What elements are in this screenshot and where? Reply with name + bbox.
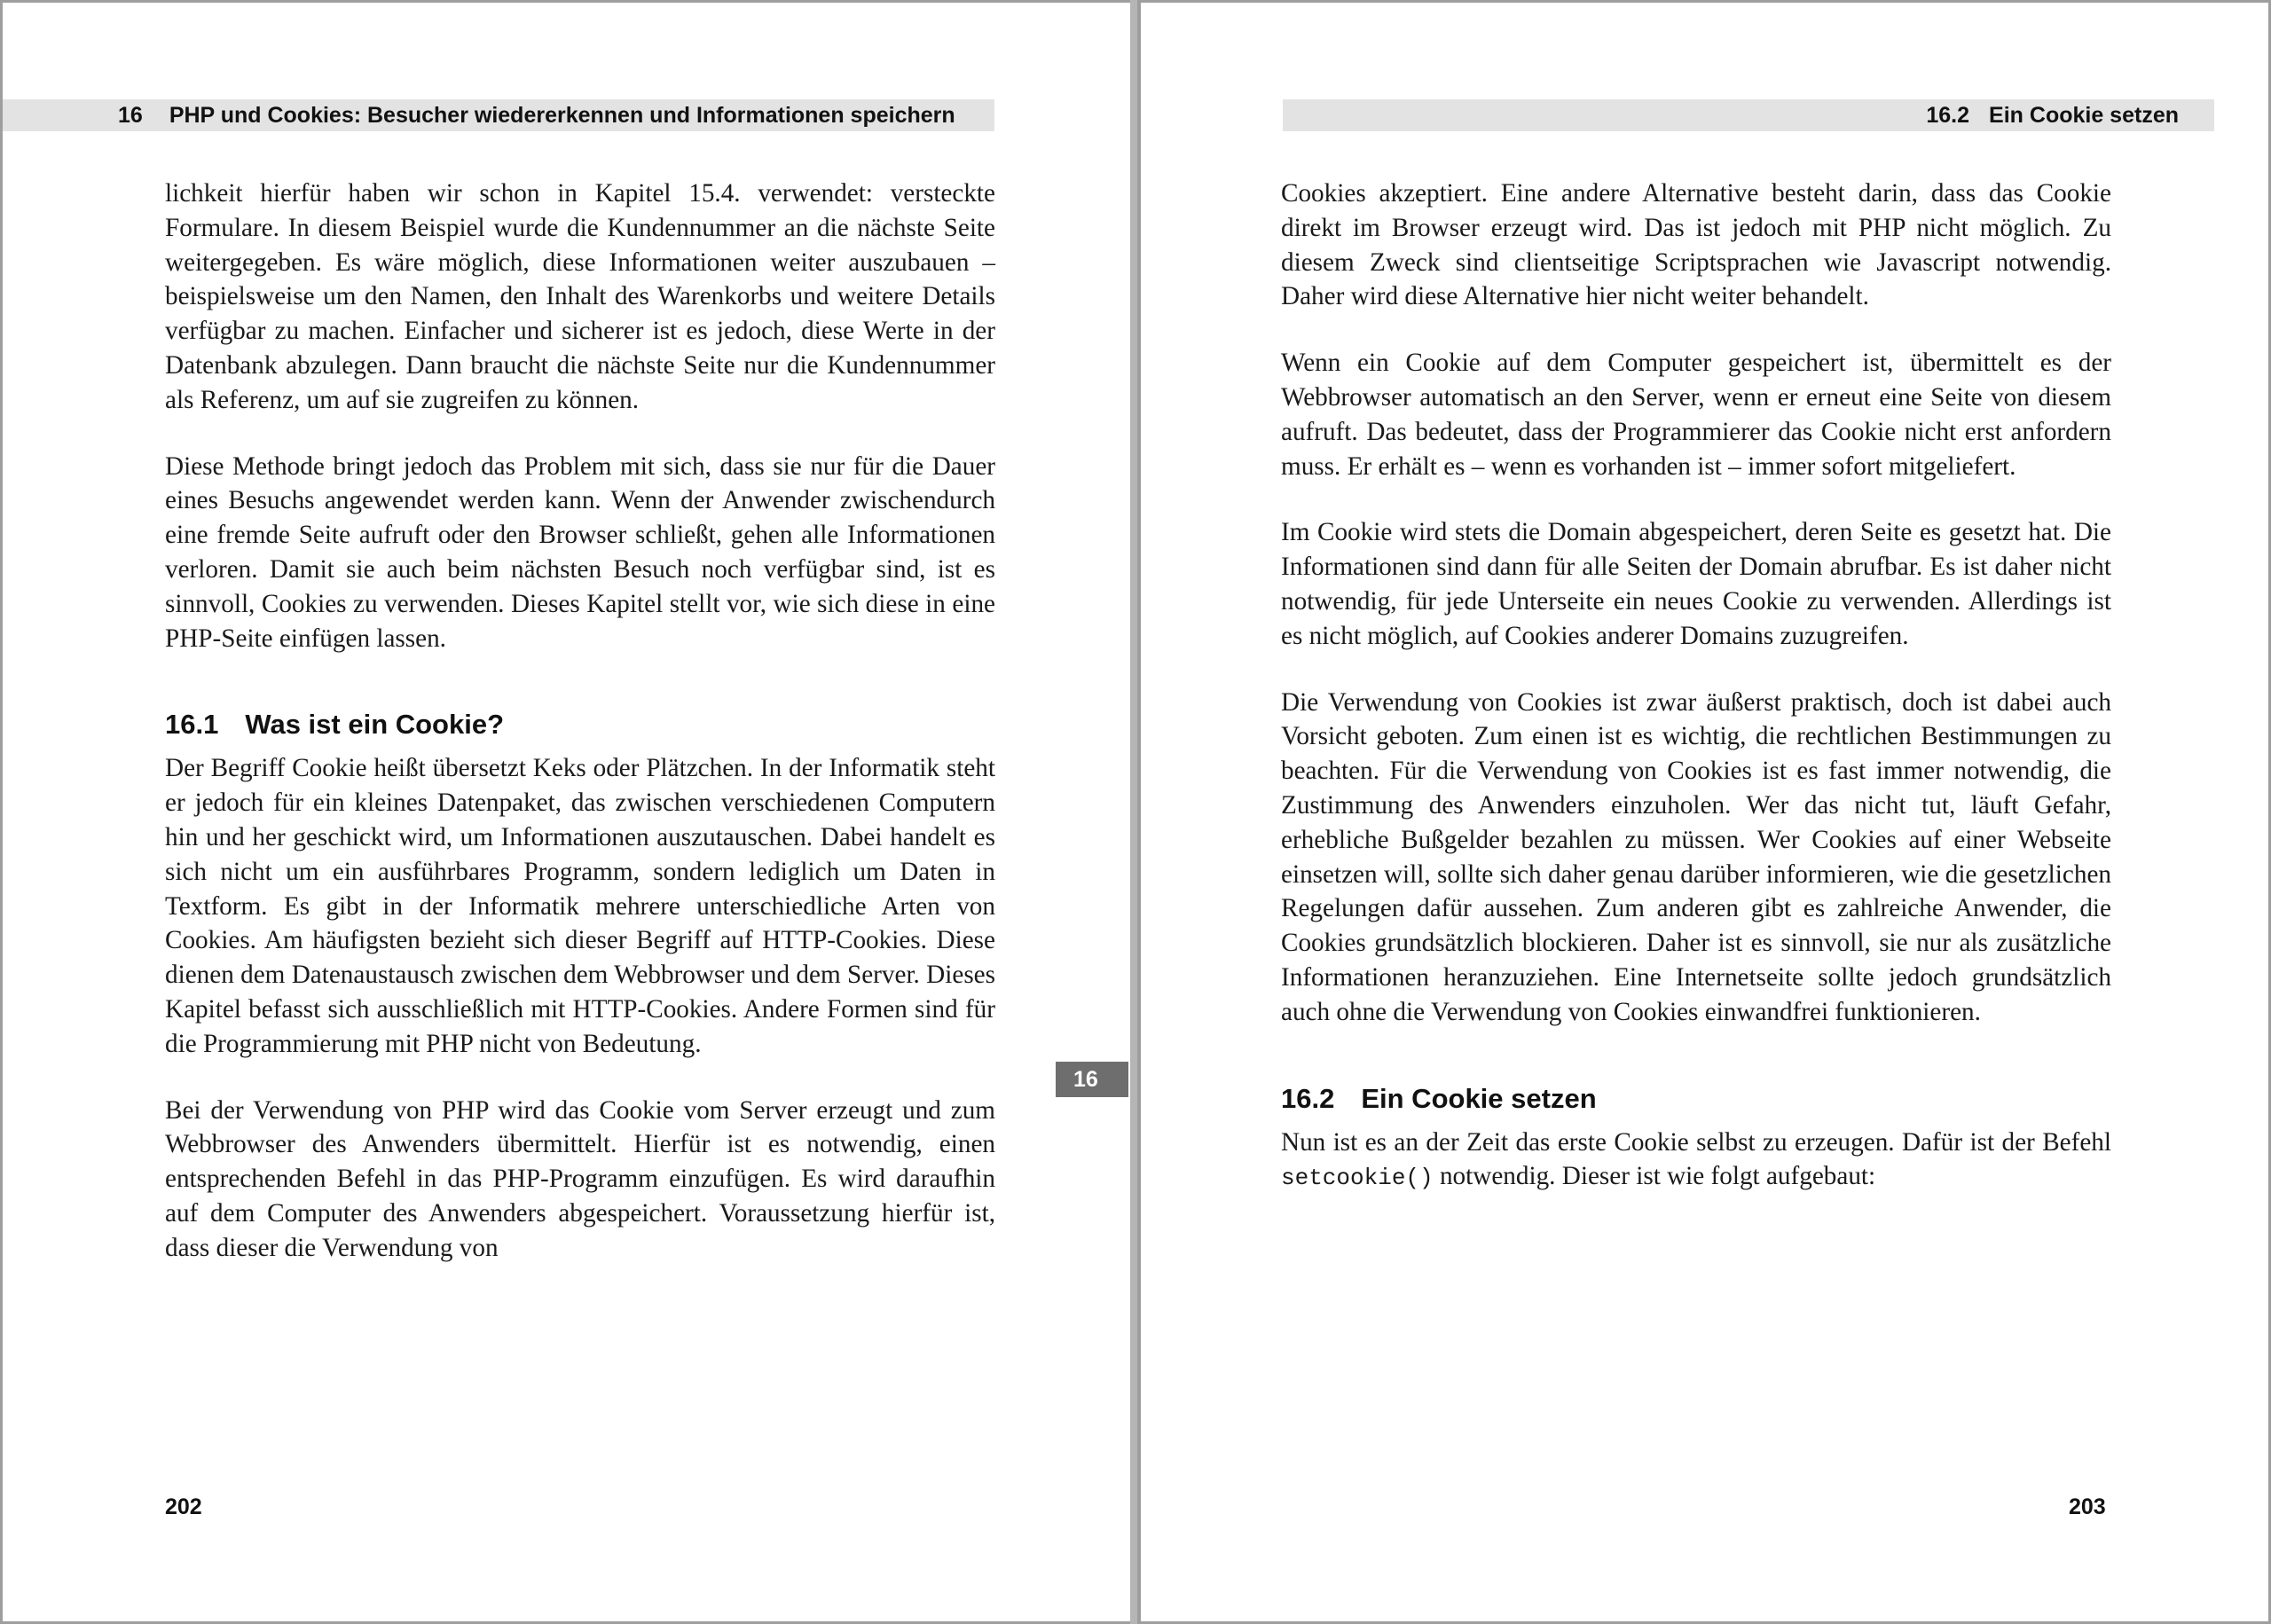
running-head-left — [3, 99, 994, 131]
paragraph: lichkeit hierfür haben wir schon in Kapitel 15.4. verwendet: versteckte Formulare. In diesem Beispiel wurde die Kundennummer an die nächste Seite weitergegeben. Es wäre möglich, diese Informationen weiter auszubauen – beispielsweise um den Namen, den Inhalt des Warenkorbs und weitere Details verfügbar zu machen. Einfacher und sicherer ist es jedoch, diese Werte in der Datenbank abzulegen. Dann braucht die nächste Seite nur die Kundennummer als Referenz, um auf sie zugreifen zu können. — [165, 179, 995, 414]
paragraph: Im Cookie wird stets die Domain abgespeichert, deren Seite es gesetzt hat. Die Informationen sind dann für alle Seiten der Domain abrufbar. Es ist daher nicht notwendig, für jede Unterseite ein neues Cookie zu verwenden. Allerdings ist es nicht möglich, auf Cookies anderer Domains zuzugreifen. — [1281, 518, 2111, 650]
right-page-body — [1281, 177, 2111, 1228]
paragraph: Bei der Verwendung von PHP wird das Cookie vom Server erzeugt und zum Webbrowser des Anwenders übermittelt. Hierfür ist es notwendig, einen entsprechenden Befehl in das PHP-Programm einzufügen. Es wird daraufhin auf dem Computer des Anwenders abgespeichert. Voraussetzung hierfür ist, dass dieser die Verwendung von — [165, 1095, 995, 1262]
right-page — [1137, 0, 2271, 1624]
running-head-chapter-title: PHP und Cookies: Besucher wiedererkennen und Informationen speichern — [169, 103, 955, 128]
left-page-body — [165, 177, 995, 1298]
section-title: Was ist ein Cookie? — [245, 709, 505, 741]
section-heading — [165, 707, 995, 742]
paragraph: Diese Methode bringt jedoch das Problem mit sich, dass sie nur für die Dauer eines Besuchs angewendet werden kann. Wenn der Anwender zwischendurch eine fremde Seite aufruft oder den Browser schließt, gehen alle Informationen verloren. Damit sie auch beim nächsten Besuch noch verfügbar sind, ist es sinnvoll, Cookies zu verwenden. Dieses Kapitel stellt vor, wie sich diese in eine PHP-Seite einfügen lassen. — [165, 451, 995, 653]
paragraph: Der Begriff Cookie heißt übersetzt Keks oder Plätzchen. In der Informatik steht er jedoch für ein kleines Datenpaket, das zwischen verschiedenen Computern hin und her geschickt wird, um Informationen auszutauschen. Dabei handelt es sich nicht um ein ausführbares Programm, sondern lediglich um Daten in Textform. Es gibt in der Informatik mehrere unterschiedliche Arten von Cookies. Am häufigsten bezieht sich dieser Begriff auf HTTP-Cookies. Diese dienen dem Datenaustausch zwischen dem Webbrowser und dem Server. Dieses Kapitel befasst sich ausschließlich mit HTTP-Cookies. Andere Formen sind für die Programmierung mit PHP nicht von Bedeutung. — [165, 754, 995, 1058]
paragraph: Wenn ein Cookie auf dem Computer gespeichert ist, übermittelt es der Webbrowser automatisch an den Server, wenn er erneut eine Seite von diesem aufruft. Das bedeutet, dass der Programmierer das Cookie nicht erst anfordern muss. Er erhält es – wenn es vorhanden ist – immer sofort mitgeliefert. — [1281, 349, 2111, 481]
text-before-code: Nun ist es an der Zeit das erste Cookie selbst zu erzeugen. Dafür ist der Befehl — [1281, 1127, 2111, 1157]
running-head-section-title: Ein Cookie setzen — [1989, 103, 2179, 128]
section-heading — [1281, 1081, 2111, 1117]
paragraph: Cookies akzeptiert. Eine andere Alternative besteht darin, dass das Cookie direkt im Browser erzeugt wird. Das ist jedoch mit PHP nicht möglich. Zu diesem Zweck sind clientseitige Scriptsprachen wie Javascript notwendig. Daher wird diese Alternative hier nicht weiter behandelt. — [1281, 179, 2111, 311]
paragraph: Die Verwendung von Cookies ist zwar äußerst praktisch, doch ist dabei auch Vorsicht geboten. Zum einen ist es wichtig, die rechtlichen Bestimmungen zu beachten. Für die Verwendung von Cookies ist es fast immer notwendig, die Zustimmung des Anwenders einzuholen. Wer das nicht tut, läuft Gefahr, erhebliche Bußgelder bezahlen zu müssen. Wer Cookies auf einer Webseite einsetzen will, sollte sich daher genau darüber informieren, wie die gesetzlichen Regelungen dafür aussehen. Zum anderen gibt es zahlreiche Anwender, die Cookies grundsätzlich blockieren. Daher ist es sinnvoll, sie nur als zusätzliche Informationen heranzuziehen. Eine Internetseite sollte jedoch grundsätzlich auch ohne die Verwendung von Cookies einwandfrei funktionieren. — [1281, 687, 2111, 1026]
page-number-right: 203 — [2069, 1495, 2106, 1519]
text-after-code: notwendig. Dieser ist wie folgt aufgebaut: — [1433, 1162, 1876, 1191]
section-number: 16.2 — [1281, 1082, 1335, 1114]
inline-code: setcookie() — [1281, 1165, 1434, 1192]
running-head-chapter-number: 16 — [118, 103, 143, 128]
page-number-left: 202 — [165, 1495, 202, 1519]
left-page — [0, 0, 1134, 1624]
running-head-section-number: 16.2 — [1926, 103, 1970, 128]
section-number: 16.1 — [165, 709, 219, 741]
running-head-right — [1283, 99, 2214, 131]
section-title: Ein Cookie setzen — [1361, 1082, 1597, 1114]
chapter-thumb-tab: 16 — [1056, 1062, 1128, 1097]
paragraph — [1281, 1126, 2111, 1196]
